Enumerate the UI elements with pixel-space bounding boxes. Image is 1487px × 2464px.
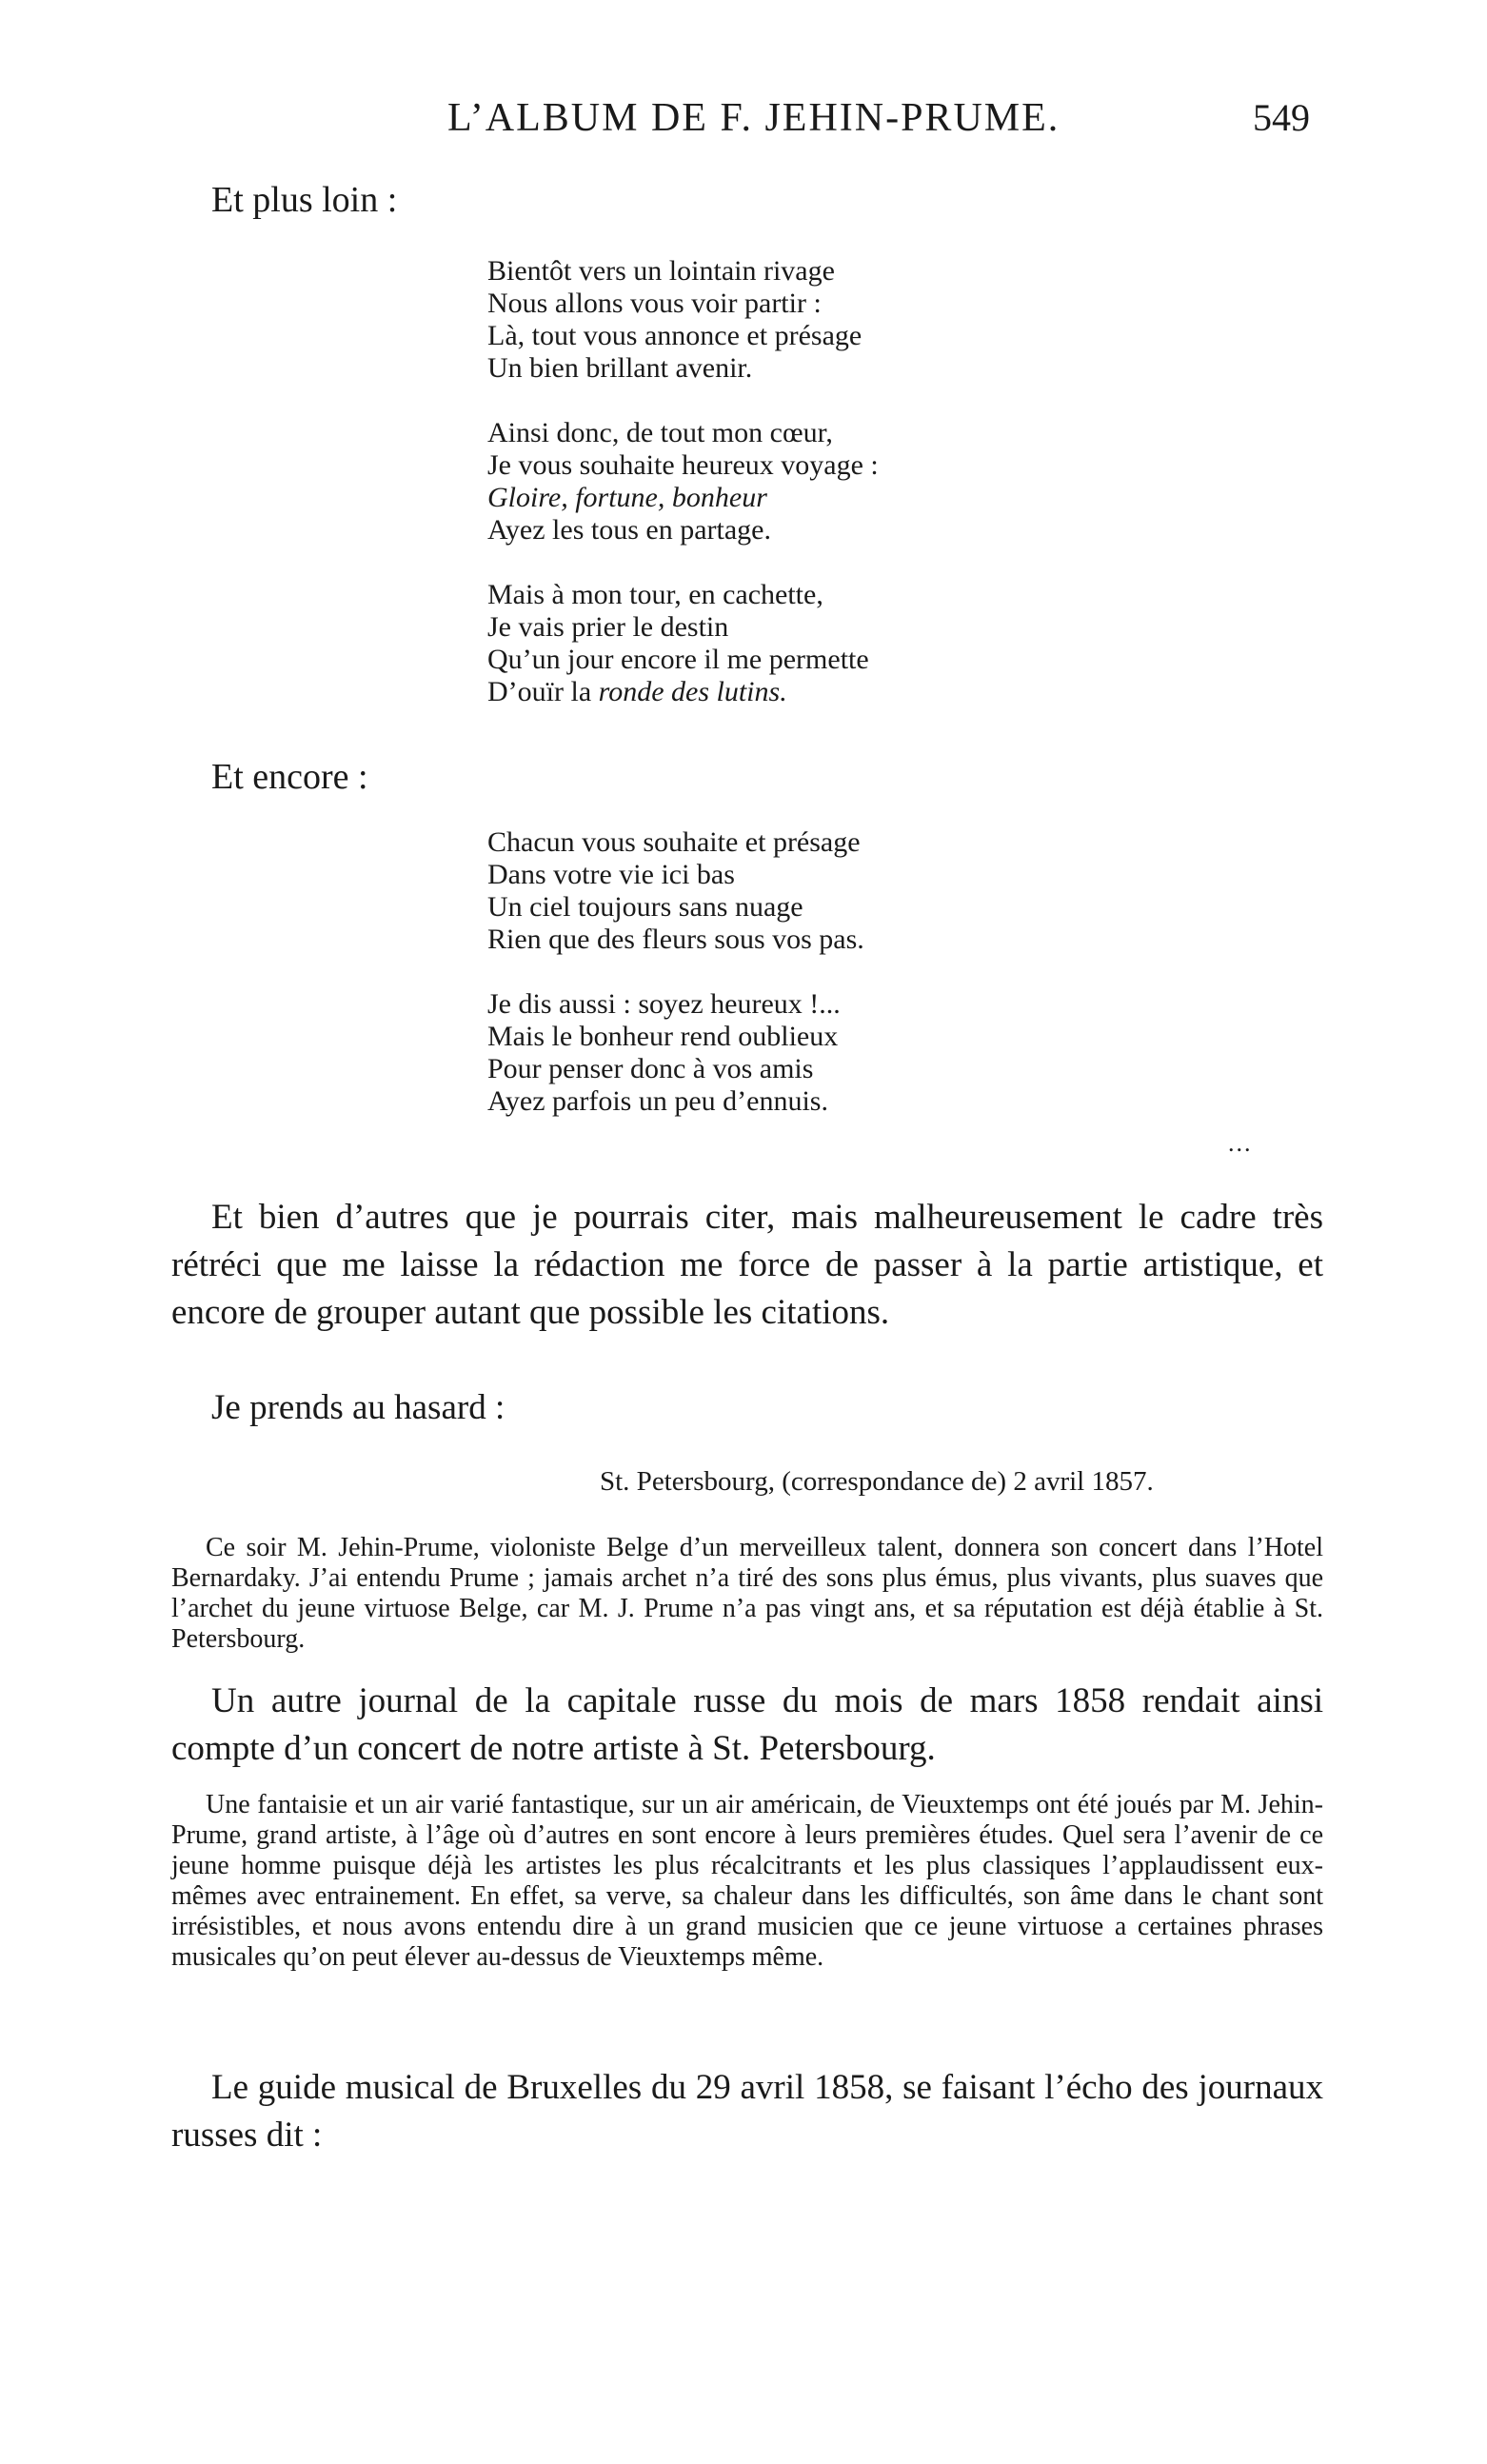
- verse-line: Mais le bonheur rend oublieux: [487, 1021, 839, 1052]
- verse-line-italic: [487, 482, 879, 514]
- quote-1-text: Ce soir M. Jehin-Prume, violoniste Belge d’un merveilleux talent, donnera son concert dans l’Hotel Bernardaky. J’ai entendu Prume ; jamais archet n’a tiré des sons plus émus, plus vivants, plus suaves que l’archet du jeune virtuose Belge, car M. J. Prume n’a pas vingt ans, et sa réputation est déjà établie à St. Petersbourg.: [171, 1533, 1323, 1654]
- running-title: L’ALBUM DE F. JEHIN-PRUME.: [447, 96, 1061, 140]
- paragraph-4-text: Le guide musical de Bruxelles du 29 avril 1858, se faisant l’écho des journaux russes dit :: [171, 2068, 1323, 2155]
- running-header: [0, 95, 1487, 152]
- poem-1-stanza-2: [487, 417, 879, 546]
- verse-line: Pour penser donc à vos amis: [487, 1053, 814, 1084]
- dateline: St. Petersbourg, (correspondance de) 2 avril 1857.: [600, 1466, 1154, 1497]
- poem-1: [487, 255, 879, 708]
- verse-line: Dans votre vie ici bas: [487, 859, 735, 890]
- verse-line: Un ciel toujours sans nuage: [487, 891, 803, 923]
- verse-line: Qu’un jour encore il me permette: [487, 644, 869, 675]
- lead-et-plus-loin: Et plus loin :: [211, 180, 398, 220]
- paragraph-3: [171, 1678, 1323, 1773]
- italic-phrase: ronde des lutins.: [598, 676, 787, 707]
- verse-line: Là, tout vous annonce et présage: [487, 320, 862, 351]
- verse-line: Mais à mon tour, en cachette,: [487, 579, 823, 610]
- paragraph-3-text: Un autre journal de la capitale russe du mois de mars 1858 rendait ainsi compte d’un concert de notre artiste à St. Petersbourg.: [171, 1681, 1323, 1768]
- paragraph-4: [171, 2064, 1323, 2159]
- ellipsis-mark: ...: [1228, 1129, 1253, 1157]
- verse-line: Ayez parfois un peu d’ennuis.: [487, 1085, 828, 1117]
- verse-line: Ayez les tous en partage.: [487, 514, 771, 546]
- poem-2-stanza-2: [487, 988, 864, 1118]
- verse-text: D’ouïr la: [487, 676, 599, 707]
- verse-line: Bientôt vers un lointain rivage: [487, 255, 835, 287]
- verse-line: Ainsi donc, de tout mon cœur,: [487, 417, 833, 448]
- page-number: 549: [1253, 96, 1310, 139]
- verse-line: Je vous souhaite heureux voyage :: [487, 449, 879, 481]
- paragraph-2: [171, 1384, 1323, 1432]
- verse-line: Chacun vous souhaite et présage: [487, 826, 861, 858]
- poem-2: [487, 826, 864, 1118]
- italic-phrase: Gloire, fortune, bonheur: [487, 482, 767, 513]
- paragraph-2-text: Je prends au hasard :: [211, 1388, 506, 1427]
- poem-2-stanza-1: [487, 826, 864, 956]
- verse-line: Un bien brillant avenir.: [487, 352, 753, 384]
- verse-line: Je dis aussi : soyez heureux !...: [487, 988, 841, 1020]
- lead-et-encore: Et encore :: [211, 757, 368, 797]
- verse-line: Je vais prier le destin: [487, 611, 729, 643]
- quote-2: [171, 1790, 1323, 1973]
- poem-1-stanza-3: [487, 579, 879, 708]
- quote-1: [171, 1533, 1323, 1655]
- verse-line: [487, 676, 879, 708]
- paragraph-1-text: Et bien d’autres que je pourrais citer, mais malheureusement le cadre très rétréci que me laisse la rédaction me force de passer à la partie artistique, et encore de grouper autant que possible les citations.: [171, 1198, 1323, 1332]
- quote-2-text: Une fantaisie et un air varié fantastique, sur un air américain, de Vieuxtemps ont été joués par M. Jehin-Prume, grand artiste, à l’âge où d’autres en sont encore à leurs premières études. Quel sera l’avenir de ce jeune homme puisque déjà les artistes les plus récalcitrants et les plus classiques l’applaudissent eux-mêmes avec entrainement. En effet, sa verve, sa chaleur dans les difficultés, son âme dans le chant sont irrésistibles, et nous avons entendu dire à un grand musicien que ce jeune virtuose a certaines phrases musicales qu’on peut élever au-dessus de Vieuxtemps même.: [171, 1790, 1323, 1972]
- verse-line: Nous allons vous voir partir :: [487, 288, 822, 319]
- verse-line: Rien que des fleurs sous vos pas.: [487, 924, 864, 955]
- paragraph-1: [171, 1194, 1323, 1337]
- poem-1-stanza-1: [487, 255, 879, 385]
